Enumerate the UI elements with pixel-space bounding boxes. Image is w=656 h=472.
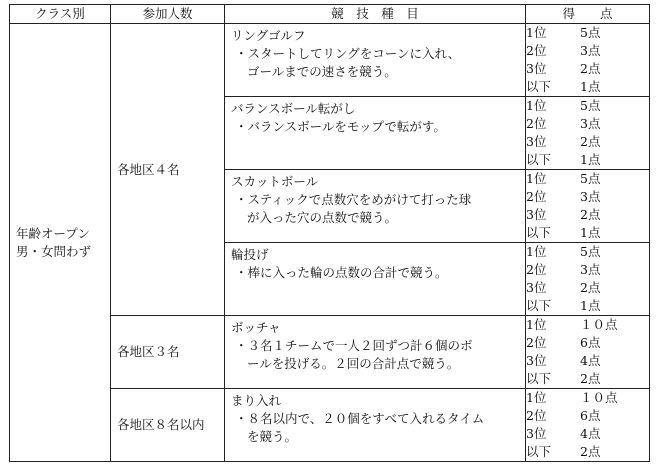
score-row	[526, 316, 649, 334]
rank-label: 3位	[526, 207, 547, 222]
points-value: 3点	[580, 262, 601, 277]
event-name: スカットボール	[231, 174, 319, 189]
score-row	[526, 133, 649, 151]
class-label-line: 男・女問わず	[16, 243, 92, 259]
score-row	[526, 425, 649, 443]
points-value: 5点	[580, 244, 601, 259]
rank-label: 2位	[526, 43, 547, 58]
event-description	[231, 118, 525, 136]
participants-cell: 各地区８名以内	[111, 389, 225, 462]
points-value: 4点	[580, 426, 601, 441]
score-row	[526, 60, 649, 78]
rank-label: 以下	[526, 79, 552, 94]
rank-label: 1位	[526, 98, 547, 113]
rank-label: 1位	[526, 171, 547, 186]
score-row	[526, 224, 649, 242]
score-row	[526, 188, 649, 206]
participants-cell: 各地区４名	[111, 24, 225, 316]
event-description	[231, 337, 525, 373]
rank-label: 3位	[526, 134, 547, 149]
score-cell	[526, 243, 650, 316]
event-name: 輪投げ	[231, 247, 269, 262]
rank-label: 2位	[526, 408, 547, 423]
points-value: 2点	[580, 444, 601, 459]
event-description-line: ・バランスボールをモップで転がす。	[235, 119, 446, 134]
score-cell	[526, 24, 650, 97]
class-label-line: 年齢オープン	[16, 225, 90, 241]
event-description-line: ールを投げる。２回の合計点で競う。	[247, 356, 460, 371]
event-name: ボッチャ	[231, 320, 281, 335]
rank-label: 3位	[526, 353, 547, 368]
header-participants: 参加人数	[111, 5, 225, 24]
points-value: 2点	[580, 134, 601, 149]
score-cell	[526, 316, 650, 389]
score-row	[526, 297, 649, 315]
rank-label: 以下	[526, 225, 552, 240]
score-row	[526, 261, 649, 279]
points-value: 5点	[580, 25, 601, 40]
score-row	[526, 115, 649, 133]
event-cell	[225, 97, 526, 170]
header-row	[10, 5, 650, 24]
rank-label: 1位	[526, 317, 547, 332]
score-row	[526, 42, 649, 60]
event-description	[231, 410, 525, 446]
score-cell	[526, 170, 650, 243]
header-score: 得 点	[526, 5, 650, 24]
score-row	[526, 352, 649, 370]
points-value: 4点	[580, 353, 601, 368]
rank-label: 3位	[526, 280, 547, 295]
rank-label: 2位	[526, 189, 547, 204]
event-cell	[225, 316, 526, 389]
header-class: クラス別	[10, 5, 111, 24]
score-row	[526, 407, 649, 425]
points-value: 5点	[580, 98, 601, 113]
score-list	[526, 97, 649, 169]
points-value: 2点	[580, 371, 601, 386]
event-row	[10, 24, 650, 97]
event-description-line: ・８名以内で、２０個をすべて入れるタイム	[235, 411, 485, 426]
event-description	[231, 191, 525, 227]
score-row	[526, 97, 649, 115]
points-value: １０点	[580, 317, 618, 332]
score-list	[526, 316, 649, 388]
rank-label: 1位	[526, 25, 547, 40]
table-body	[10, 24, 650, 462]
rank-label: 3位	[526, 426, 547, 441]
points-value: １０点	[580, 390, 618, 405]
points-value: 1点	[580, 298, 601, 313]
score-row	[526, 370, 649, 388]
rank-label: 1位	[526, 244, 547, 259]
rank-label: 2位	[526, 116, 547, 131]
score-row	[526, 389, 649, 407]
score-row	[526, 206, 649, 224]
points-value: 2点	[580, 207, 601, 222]
event-cell	[225, 389, 526, 462]
score-list	[526, 243, 649, 315]
score-list	[526, 389, 649, 461]
event-description-line: を競う。	[247, 429, 298, 444]
points-value: 2点	[580, 280, 601, 295]
score-row	[526, 151, 649, 169]
event-description	[231, 264, 525, 282]
rank-label: 以下	[526, 444, 552, 459]
points-value: 1点	[580, 152, 601, 167]
points-value: 6点	[580, 335, 601, 350]
points-value: 1点	[580, 79, 601, 94]
event-cell	[225, 24, 526, 97]
rank-label: 以下	[526, 298, 552, 313]
event-description-line: ゴールまでの速さを競う。	[247, 64, 397, 79]
points-value: 1点	[580, 225, 601, 240]
header-event: 競 技 種 目	[225, 5, 526, 24]
points-value: 3点	[580, 116, 601, 131]
score-row	[526, 24, 649, 42]
event-description-line: ・スタートしてリングをコーンに入れ、	[235, 46, 461, 61]
event-cell	[225, 243, 526, 316]
score-row	[526, 279, 649, 297]
participants-cell: 各地区３名	[111, 316, 225, 389]
rank-label: 2位	[526, 335, 547, 350]
event-name: バランスボール転がし	[231, 101, 356, 116]
event-table	[9, 4, 650, 462]
score-row	[526, 78, 649, 96]
event-description-line: ・３名１チームで一人２回ずつ計６個のボ	[235, 338, 473, 353]
score-list	[526, 24, 649, 96]
points-value: 2点	[580, 61, 601, 76]
event-name: リングゴルフ	[231, 28, 306, 43]
event-name: まり入れ	[231, 393, 282, 408]
score-row	[526, 243, 649, 261]
rank-label: 以下	[526, 152, 552, 167]
points-value: 3点	[580, 43, 601, 58]
points-value: 3点	[580, 189, 601, 204]
event-cell	[225, 170, 526, 243]
rank-label: 1位	[526, 390, 547, 405]
event-description-line: が入った穴の点数で競う。	[247, 210, 398, 225]
event-description-line: ・スティックで点数穴をめがけて打った球	[235, 192, 472, 207]
event-description-line: ・棒に入った輪の点数の合計で競う。	[235, 265, 448, 280]
score-row	[526, 170, 649, 188]
points-value: 6点	[580, 408, 601, 423]
rank-label: 3位	[526, 61, 547, 76]
points-value: 5点	[580, 171, 601, 186]
rank-label: 2位	[526, 262, 547, 277]
class-cell	[10, 24, 111, 462]
rank-label: 以下	[526, 371, 552, 386]
score-list	[526, 170, 649, 242]
score-row	[526, 334, 649, 352]
score-cell	[526, 389, 650, 462]
score-row	[526, 443, 649, 461]
event-description	[231, 45, 525, 81]
score-cell	[526, 97, 650, 170]
